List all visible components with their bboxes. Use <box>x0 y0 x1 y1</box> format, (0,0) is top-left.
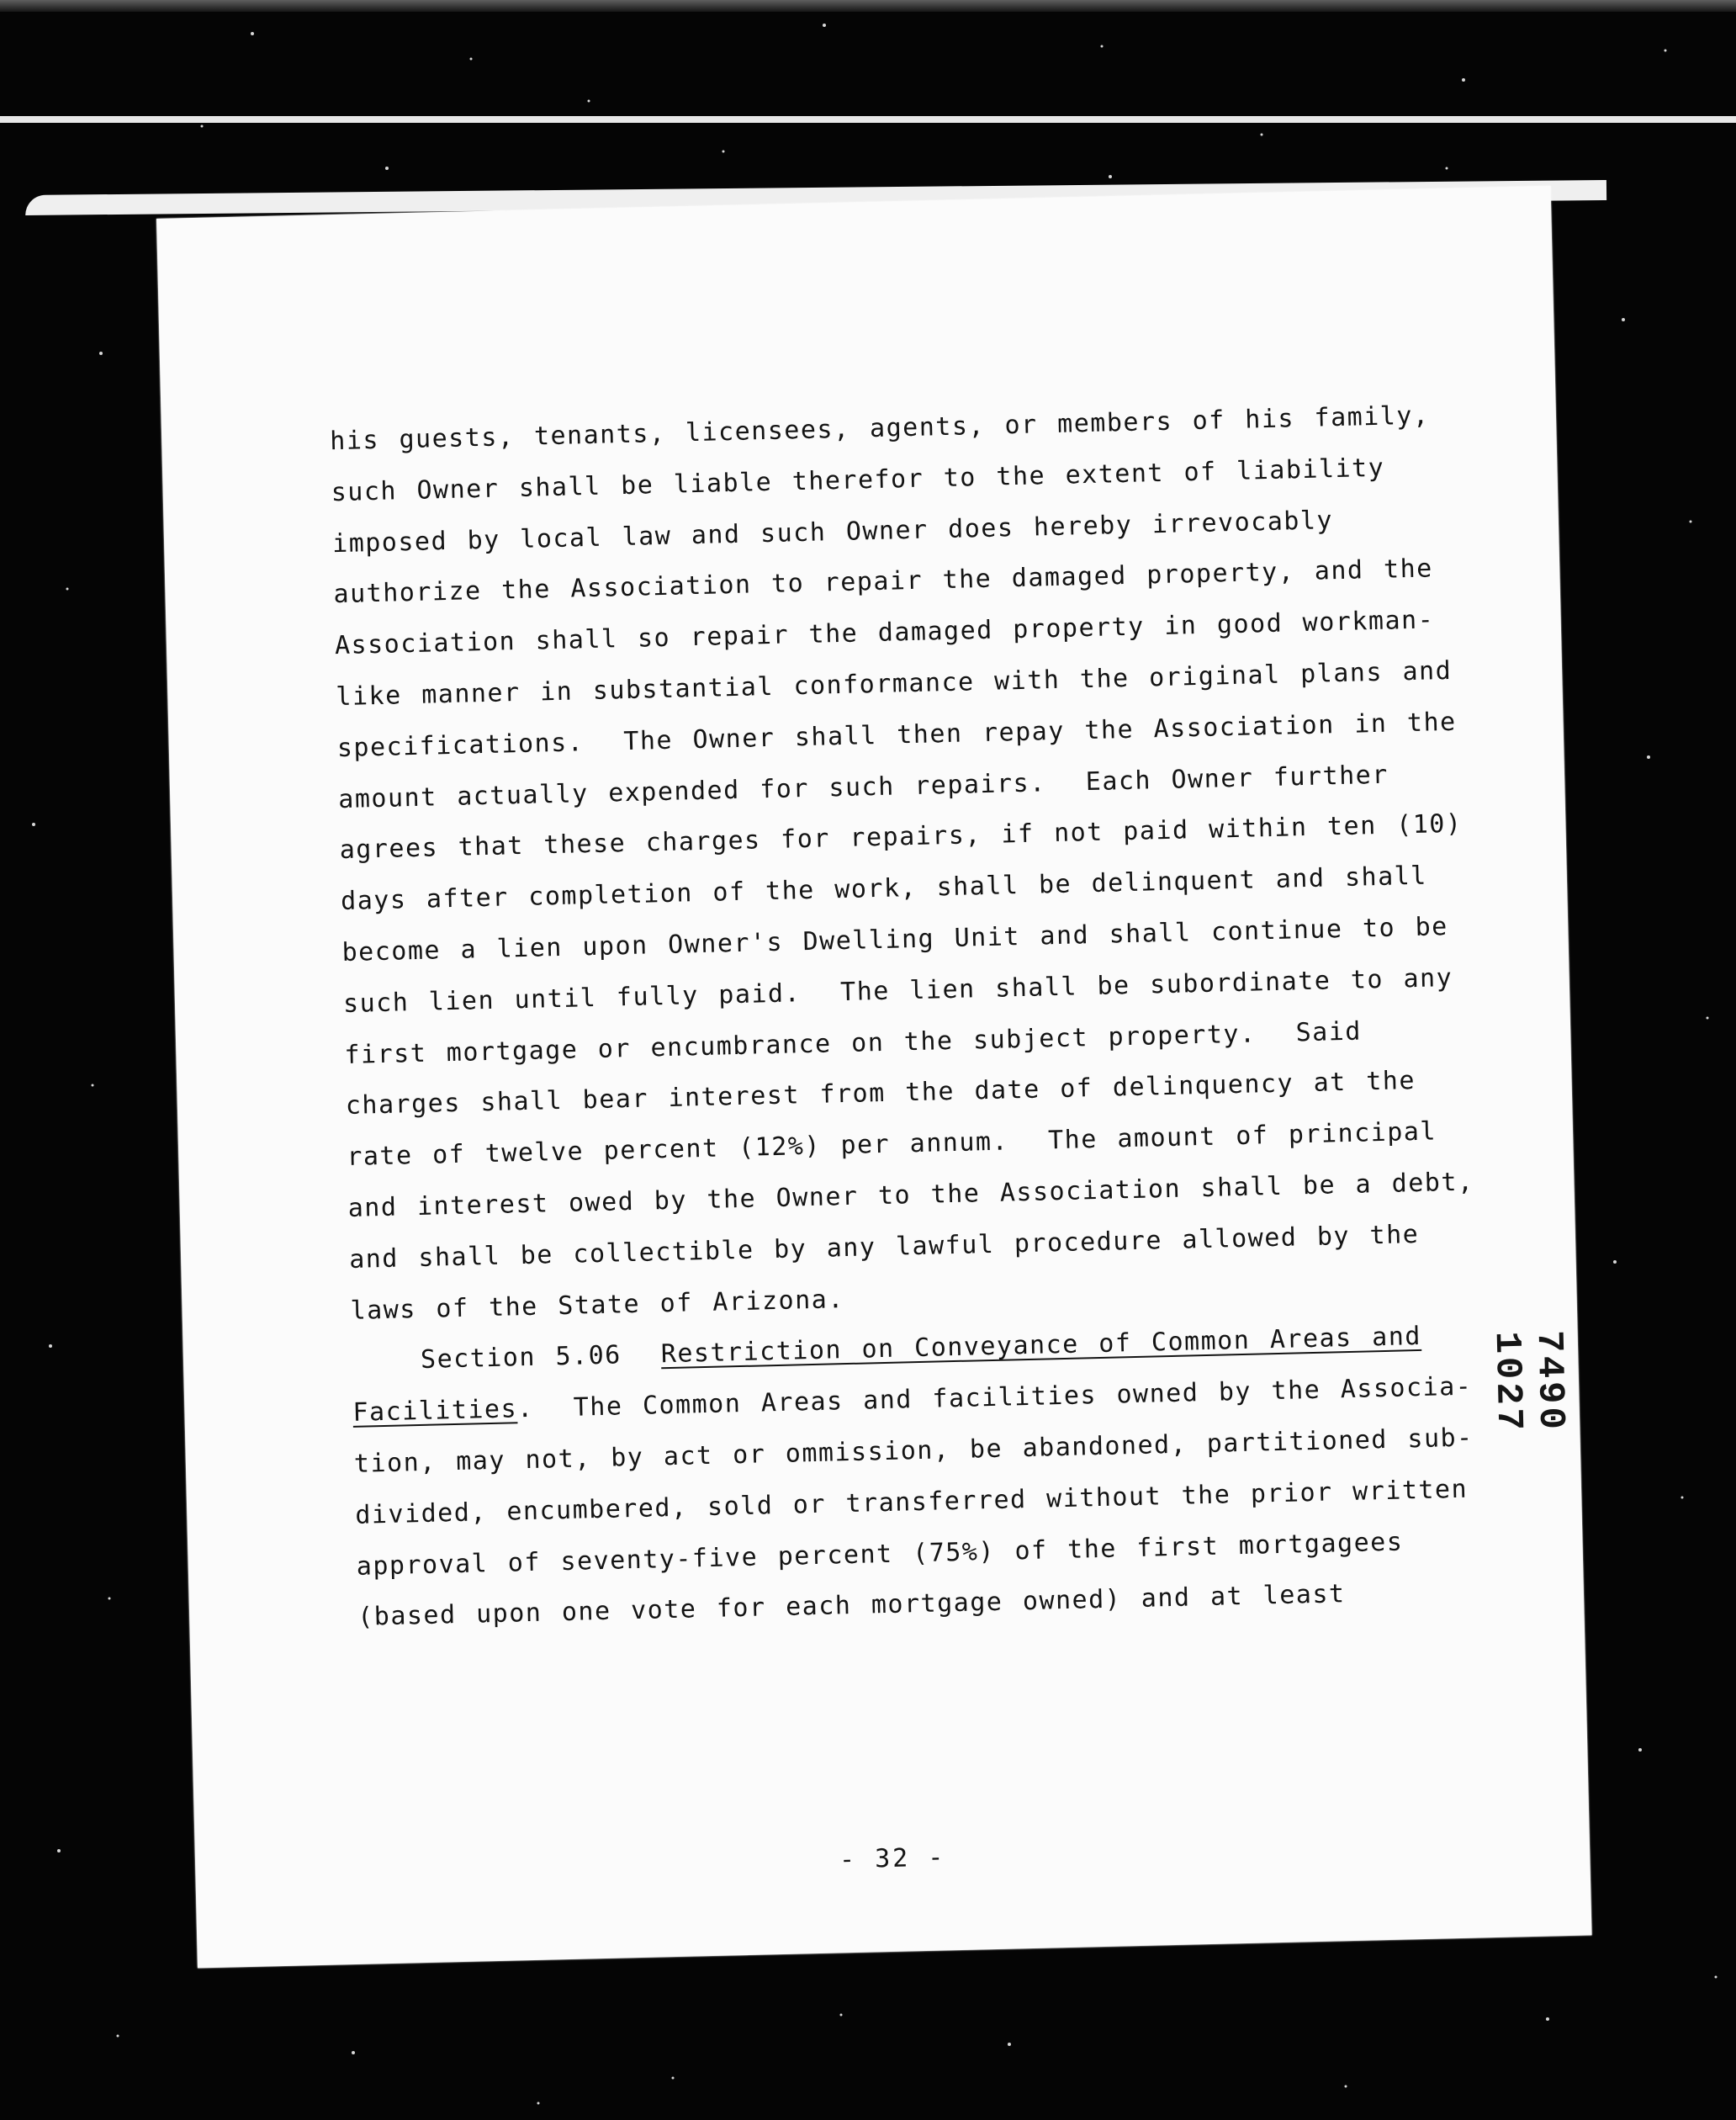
section-number: Section 5.06 <box>420 1340 622 1375</box>
text-line: like manner in substantial conformance with the original plans and <box>336 655 1453 713</box>
text-line: tion, may not, by act or ommission, be abandoned, partitioned sub- <box>353 1423 1474 1479</box>
text-line: agrees that these charges for repairs, if not paid within ten (10) <box>339 809 1463 866</box>
text-line: become a lien upon Owner's Dwelling Unit and shall continue to be <box>341 912 1449 968</box>
text-line: rate of twelve percent (12%) per annum. The amount of principal <box>346 1116 1437 1173</box>
text-line: (based upon one vote for each mortgage owned) and at least <box>357 1579 1346 1633</box>
text-line: such lien until fully paid. The lien shall be subordinate to any <box>342 962 1453 1019</box>
text-line: authorize the Association to repair the damaged property, and the <box>333 554 1434 610</box>
recording-book-number: 7490 <box>1527 1329 1572 1434</box>
text-line: laws of the State of Arizona. <box>350 1284 845 1326</box>
scan-top-edge <box>0 0 1736 12</box>
recording-page-number: 1027 <box>1485 1330 1530 1434</box>
text-line: charges shall bear interest from the date of delinquency at the <box>345 1066 1416 1121</box>
text-line: such Owner shall be liable therefor to the extent of liability <box>331 453 1385 507</box>
text-line: and interest owed by the Owner to the Association shall be a debt, <box>347 1167 1474 1223</box>
section-first-line-text: . The Common Areas and facilities owned by the Associa- <box>516 1371 1473 1424</box>
text-line: first mortgage or encumbrance on the subject property. Said <box>344 1016 1363 1070</box>
text-line: specifications. The Owner shall then repay the Association in the <box>336 707 1457 763</box>
text-line: Association shall so repair the damaged property in good workman- <box>334 605 1435 661</box>
text-line: days after completion of the work, shall be delinquent and shall <box>340 861 1428 917</box>
document-page <box>156 186 1592 1968</box>
text-line: his guests, tenants, licensees, agents, or members of his family, <box>329 400 1430 457</box>
page-number: - 32 - <box>839 1842 946 1875</box>
text-line: divided, encumbered, sold or transferred without the prior written <box>354 1474 1469 1530</box>
scanner-rule <box>0 116 1736 123</box>
text-line: amount actually expended for such repairs. Each Owner further <box>337 760 1389 814</box>
text-line: imposed by local law and such Owner does hereby irrevocably <box>331 505 1334 559</box>
text-line: approval of seventy-five percent (75%) of the first mortgagees <box>356 1527 1404 1582</box>
section-title-part2: Facilities <box>352 1394 518 1428</box>
section-title-part1: Restriction on Conveyance of Common Areas and <box>660 1322 1422 1370</box>
recording-reference-stamp <box>1485 1330 1573 1493</box>
text-line: and shall be collectible by any lawful procedure allowed by the <box>348 1219 1420 1275</box>
page-body-text <box>329 390 1474 1644</box>
